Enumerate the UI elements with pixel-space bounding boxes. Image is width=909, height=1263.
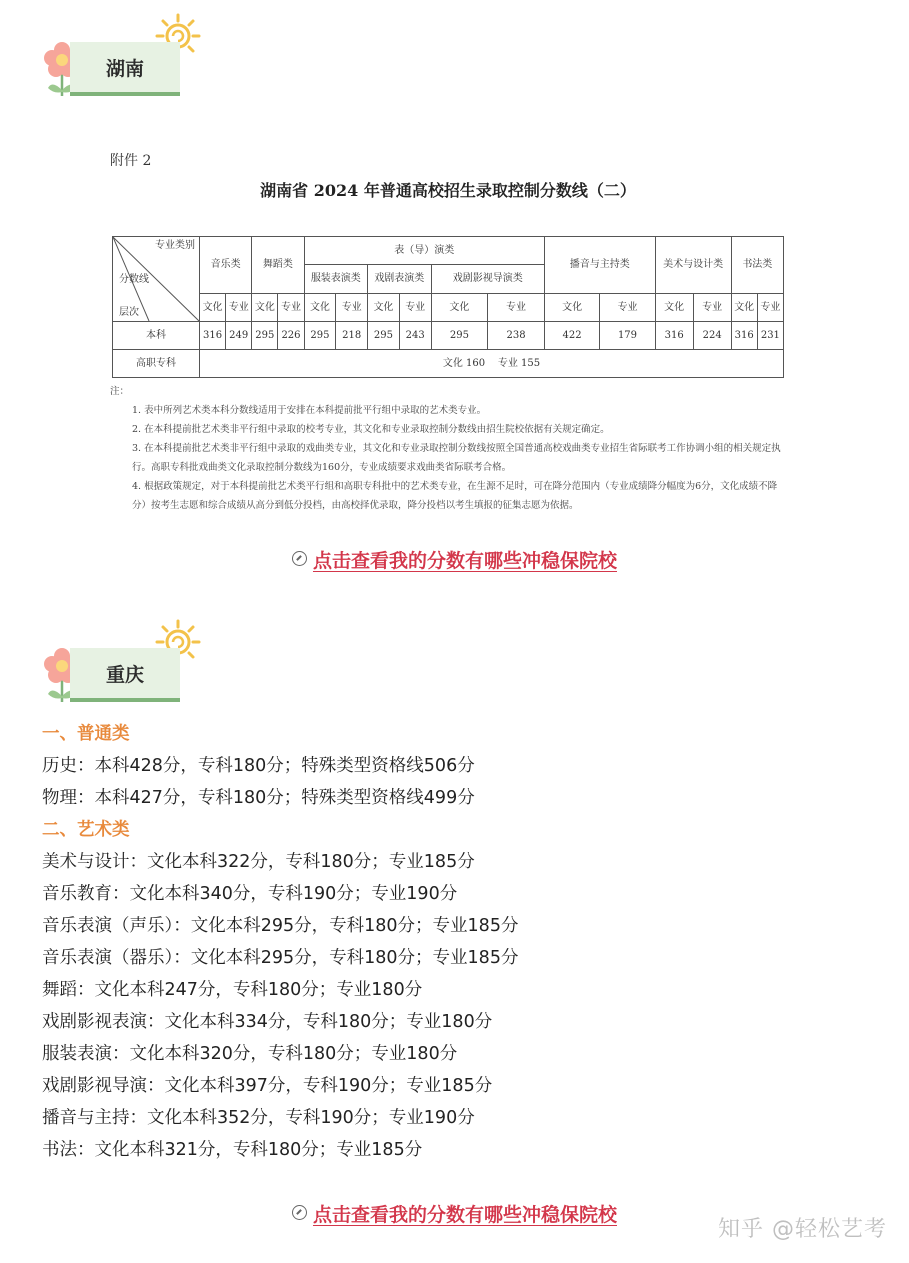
- sub-header-major: 专业: [399, 293, 431, 321]
- note-item: 1. 表中所列艺术类本科分数线适用于安排在本科提前批平行组中录取的艺术类专业。: [132, 405, 487, 416]
- table-notes: [110, 382, 786, 515]
- score-line: 历史：本科428分，专科180分；特殊类型资格线506分: [42, 756, 475, 776]
- section-title: 重庆: [106, 664, 145, 686]
- link-icon: [292, 1205, 307, 1220]
- category-heading: 二、艺术类: [42, 820, 130, 840]
- section-tab: [70, 42, 180, 96]
- note-label: 注：: [110, 386, 130, 397]
- watermark: 知乎 @轻松艺考: [718, 1217, 887, 1242]
- sub-header-major: 专业: [226, 293, 252, 321]
- merged-cell: 文化 160 专业 155: [200, 350, 784, 378]
- sub-header-culture: 文化: [655, 293, 693, 321]
- header-dance: 舞蹈类: [252, 237, 304, 294]
- table-row: [113, 350, 784, 378]
- header-costume: 服装表演类: [304, 265, 368, 293]
- corner-middle-label: 分数线: [119, 274, 149, 285]
- score-line: 舞蹈：文化本科247分，专科180分；专业180分: [42, 980, 423, 1000]
- score-line: 戏剧影视表演：文化本科334分，专科180分；专业180分: [42, 1012, 493, 1032]
- link-icon: [292, 551, 307, 566]
- section-title: 湖南: [106, 58, 145, 80]
- score-cell: 295: [252, 322, 278, 350]
- category-heading: 一、普通类: [42, 724, 130, 744]
- section-tab: [70, 648, 180, 702]
- sub-header-major: 专业: [336, 293, 368, 321]
- document-title: 湖南省 2024 年普通高校招生录取控制分数线（二）: [260, 181, 636, 200]
- row-label: 高职专科: [113, 350, 200, 378]
- sub-header-culture: 文化: [304, 293, 336, 321]
- score-cell: 295: [368, 322, 400, 350]
- score-line: 音乐表演（器乐）：文化本科295分，专科180分；专业185分: [42, 948, 519, 968]
- sub-header-major: 专业: [278, 293, 304, 321]
- header-film: 戏剧影视导演类: [431, 265, 544, 293]
- score-lookup-link[interactable]: [0, 546, 909, 573]
- score-cell: 249: [226, 322, 252, 350]
- note-item: 2. 在本科提前批艺术类非平行组中录取的校考专业，其文化和专业录取控制分数线由招生院校依据有关规定确定。: [132, 424, 610, 435]
- note-item: 4. 根据政策规定，对于本科提前批艺术类平行组和高职专科批中的艺术类专业，在生源不足时，可在降分范围内（专业成绩降分幅度为6分，文化成绩不降分）按考生志愿和综合成绩从高分到低分投档，由高校择优录取，降分投档以考生填报的征集志愿为依据。: [132, 481, 778, 511]
- score-cell: 295: [304, 322, 336, 350]
- link-label: 点击查看我的分数有哪些冲稳保院校: [312, 550, 617, 572]
- section-header-chongqing: [42, 626, 202, 696]
- note-item: 3. 在本科提前批艺术类非平行组中录取的戏曲类专业，其文化和专业录取控制分数线按照全国普通高校戏曲类专业招生省际联考工作协调小组的相关规定执行。高职专科批戏曲类文化录取控制分数线为160分，专业成绩要求戏曲类省际联考合格。: [132, 443, 781, 473]
- score-table: [112, 236, 784, 378]
- header-drama: 戏剧表演类: [368, 265, 432, 293]
- link-label: 点击查看我的分数有哪些冲稳保院校: [312, 1204, 617, 1226]
- corner-top-label: 专业类别: [155, 240, 195, 251]
- score-cell: 226: [278, 322, 304, 350]
- sub-header-major: 专业: [488, 293, 545, 321]
- sub-header-major: 专业: [693, 293, 731, 321]
- score-cell: 316: [655, 322, 693, 350]
- score-cell: 295: [431, 322, 488, 350]
- attachment-label: 附件 2: [110, 153, 152, 169]
- sub-header-culture: 文化: [368, 293, 400, 321]
- score-cell: 422: [544, 322, 599, 350]
- table-row: [113, 322, 784, 350]
- score-line: 播音与主持：文化本科352分，专科190分；专业190分: [42, 1108, 475, 1128]
- corner-bottom-label: 层次: [119, 307, 139, 318]
- score-cell: 316: [200, 322, 226, 350]
- score-cell: 316: [731, 322, 757, 350]
- hunan-score-document: [110, 148, 786, 518]
- score-cell: 218: [336, 322, 368, 350]
- sub-header-row: [113, 293, 784, 321]
- score-line: 音乐表演（声乐）：文化本科295分，专科180分；专业185分: [42, 916, 519, 936]
- sub-header-major: 专业: [757, 293, 783, 321]
- sub-header-major: 专业: [600, 293, 655, 321]
- table-corner-cell: [113, 237, 200, 322]
- header-calligraphy: 书法类: [731, 237, 783, 294]
- score-line: 美术与设计：文化本科322分，专科180分；专业185分: [42, 852, 475, 872]
- header-music: 音乐类: [200, 237, 252, 294]
- score-cell: 243: [399, 322, 431, 350]
- chongqing-score-list: [42, 718, 882, 1166]
- section-header-hunan: [42, 20, 202, 90]
- sub-header-culture: 文化: [544, 293, 599, 321]
- score-line: 服装表演：文化本科320分，专科180分；专业180分: [42, 1044, 458, 1064]
- score-line: 物理：本科427分，专科180分；特殊类型资格线499分: [42, 788, 475, 808]
- header-broadcast: 播音与主持类: [544, 237, 655, 294]
- sub-header-culture: 文化: [431, 293, 488, 321]
- sub-header-culture: 文化: [731, 293, 757, 321]
- score-cell: 231: [757, 322, 783, 350]
- score-line: 戏剧影视导演：文化本科397分，专科190分；专业185分: [42, 1076, 493, 1096]
- score-cell: 224: [693, 322, 731, 350]
- score-line: 音乐教育：文化本科340分，专科190分；专业190分: [42, 884, 458, 904]
- header-art: 美术与设计类: [655, 237, 731, 294]
- score-cell: 238: [488, 322, 545, 350]
- header-performance: 表（导）演类: [304, 237, 544, 265]
- sub-header-culture: 文化: [252, 293, 278, 321]
- sub-header-culture: 文化: [200, 293, 226, 321]
- row-label: 本科: [113, 322, 200, 350]
- score-line: 书法：文化本科321分，专科180分；专业185分: [42, 1140, 423, 1160]
- score-cell: 179: [600, 322, 655, 350]
